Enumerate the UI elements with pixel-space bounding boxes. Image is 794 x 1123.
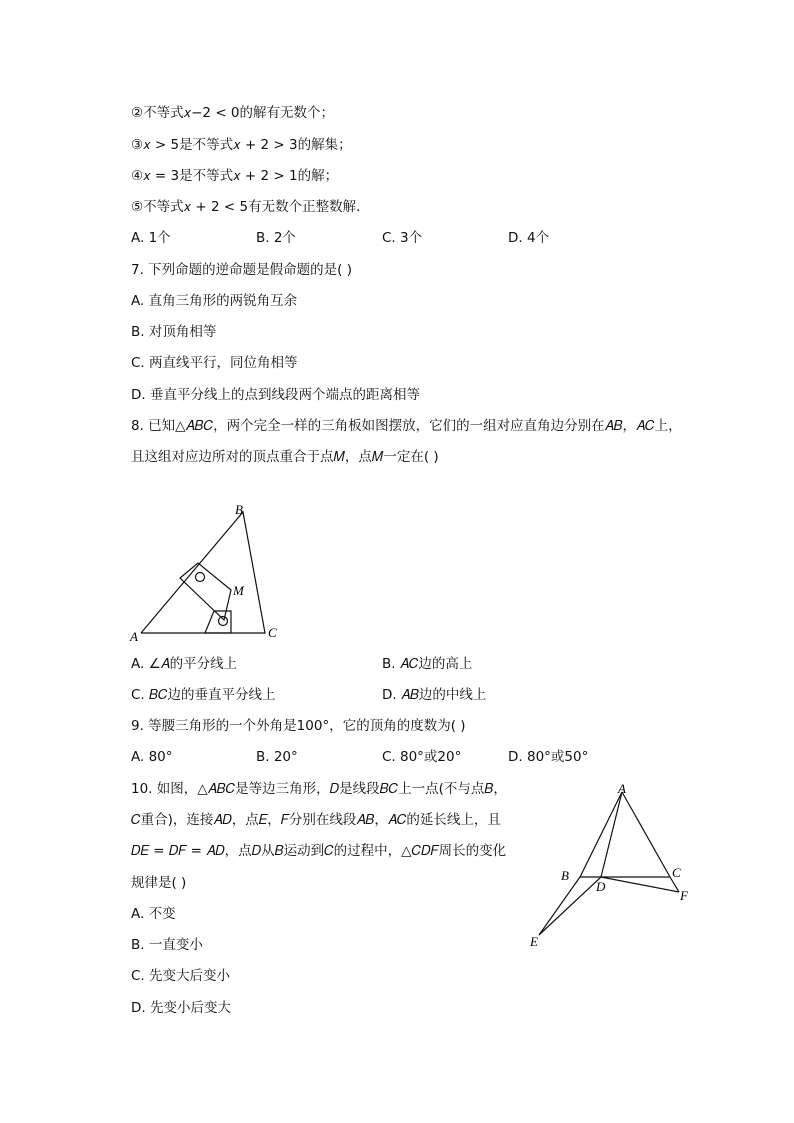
q8-label-c: C xyxy=(268,625,277,640)
q10-label-d: D xyxy=(596,879,606,894)
q8-triangle-abc xyxy=(141,512,265,633)
q10-label-f: F xyxy=(680,888,688,903)
q10-segment-ac xyxy=(622,792,670,877)
q8-stem-line-1: 8. 已知△𝐴𝐵𝐶，两个完全一样的三角板如图摆放，它们的一组对应直角边分别在𝐴𝐵，𝐴𝐶上， xyxy=(131,418,682,434)
q8-option-b: B. 𝐴𝐶边的高上 xyxy=(382,656,473,672)
q10-label-b: B xyxy=(561,868,569,883)
q10-stem-line-4: 规律是( ) xyxy=(131,875,187,891)
q8-option-d: D. 𝐴𝐵边的中线上 xyxy=(382,687,487,703)
q8-stem-line-2: 且这组对应边所对的顶点重合于点𝑀，点𝑀一定在( ) xyxy=(131,449,439,465)
q9-option-d: D. 80°或50° xyxy=(508,749,589,765)
q7-stem: 7. 下列命题的逆命题是假命题的是( ) xyxy=(131,262,352,278)
q6-option-a: A. 1个 xyxy=(131,230,171,246)
q8-set-square-hole-lower xyxy=(219,617,228,626)
q9-option-b: B. 20° xyxy=(256,749,298,765)
q7-option-c: C. 两直线平行，同位角相等 xyxy=(131,355,298,371)
q7-option-a: A. 直角三角形的两锐角互余 xyxy=(131,293,298,309)
q10-equilateral-figure xyxy=(520,775,705,955)
q8-label-a: A xyxy=(130,629,138,644)
q9-option-a: A. 80° xyxy=(131,749,173,765)
q10-label-e: E xyxy=(530,934,538,949)
q9-stem: 9. 等腰三角形的一个外角是100°，它的顶角的度数为( ) xyxy=(131,718,466,734)
q6-option-b: B. 2个 xyxy=(256,230,296,246)
q8-option-a: A. ∠𝐴的平分线上 xyxy=(131,656,238,672)
q8-triangle-figure xyxy=(125,498,290,646)
q10-stem-line-3: 𝐷𝐸 = 𝐷𝐹 = 𝐴𝐷，点𝐷从𝐵运动到𝐶的过程中，△𝐶𝐷𝐹周长的变化 xyxy=(131,843,507,859)
q10-label-c: C xyxy=(672,865,681,880)
q9-option-c: C. 80°或20° xyxy=(382,749,462,765)
q10-option-b: B. 一直变小 xyxy=(131,937,203,953)
q7-option-b: B. 对顶角相等 xyxy=(131,324,217,340)
q6-statement-5: ⑤不等式𝑥 + 2 < 5有无数个正整数解． xyxy=(131,199,370,215)
q6-statement-4: ④𝑥 = 3是不等式𝑥 + 2 > 1的解； xyxy=(131,168,339,184)
q8-set-square-hole-upper xyxy=(196,573,205,582)
q10-label-a: A xyxy=(618,781,626,796)
q10-segment-ad xyxy=(601,792,622,877)
q6-statement-3: ③𝑥 > 5是不等式𝑥 + 2 > 3的解集； xyxy=(131,137,352,153)
q8-label-b: B xyxy=(235,502,243,517)
q6-option-c: C. 3个 xyxy=(382,230,423,246)
q7-option-d: D. 垂直平分线上的点到线段两个端点的距离相等 xyxy=(131,387,420,403)
q10-stem-line-2: 𝐶重合)，连接𝐴𝐷，点𝐸，𝐹分别在线段𝐴𝐵，𝐴𝐶的延长线上，且 xyxy=(131,812,501,828)
q10-stem-line-1: 10. 如图，△𝐴𝐵𝐶是等边三角形，𝐷是线段𝐵𝐶上一点(不与点𝐵， xyxy=(131,781,507,797)
q10-option-d: D. 先变小后变大 xyxy=(131,1000,231,1016)
q10-segment-df xyxy=(601,877,679,892)
q10-segment-ab xyxy=(580,792,622,877)
q10-segment-be xyxy=(539,877,580,935)
q10-option-c: C. 先变大后变小 xyxy=(131,968,231,984)
q8-option-c: C. 𝐵𝐶边的垂直平分线上 xyxy=(131,687,276,703)
q8-label-m: M xyxy=(233,583,244,598)
q6-statement-2: ②不等式𝑥−2 < 0的解有无数个； xyxy=(131,105,335,121)
q10-option-a: A. 不变 xyxy=(131,906,176,922)
q10-segment-de xyxy=(539,877,601,935)
q6-option-d: D. 4个 xyxy=(508,230,550,246)
